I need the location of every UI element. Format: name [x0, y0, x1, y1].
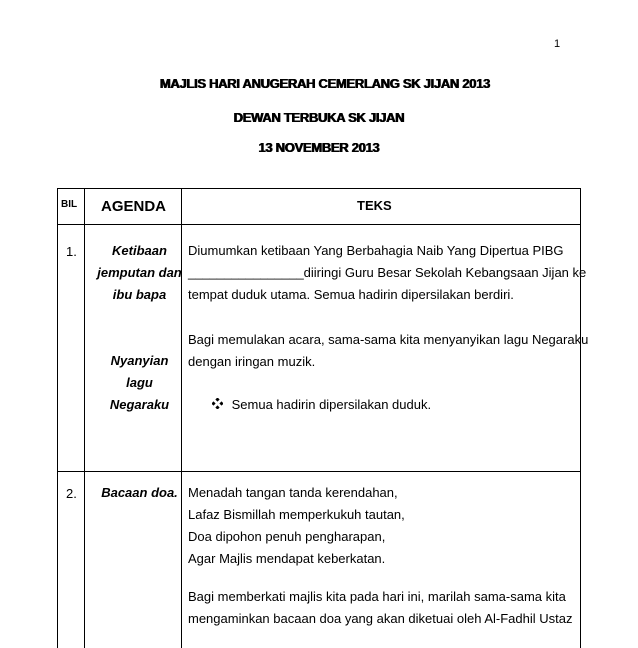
- text-line: Bagi memberkati majlis kita pada hari ini, marilah sama-sama kita: [188, 589, 566, 604]
- agenda-line: lagu: [126, 375, 153, 390]
- diamond-bullet-icon: [212, 397, 228, 412]
- text-line: Diumumkan ketibaan Yang Berbahagia Naib Yang Dipertua PIBG: [188, 243, 564, 258]
- document-title: MAJLIS HARI ANUGERAH CEMERLANG SK JIJAN 2013: [159, 76, 491, 91]
- bullet-text: Semua hadirin dipersilakan duduk.: [231, 397, 432, 412]
- venue-title: DEWAN TERBUKA SK JIJAN: [233, 110, 405, 125]
- row-1-text-announcement: [188, 240, 586, 306]
- row-2-text-poem: [188, 482, 405, 570]
- date-title: 13 NOVEMBER 2013: [258, 140, 380, 155]
- text-line: Agar Majlis mendapat keberkatan.: [188, 551, 386, 566]
- header-teks: TEKS: [357, 198, 392, 213]
- header-bil: BIL: [61, 199, 78, 210]
- page-number: 1: [554, 38, 561, 50]
- text-line: ________________diiringi Guru Besar Sekolah Kebangsaan Jijan ke: [188, 265, 587, 280]
- text-line: mengaminkan bacaan doa yang akan diketuai oleh Al-Fadhil Ustaz: [188, 611, 573, 626]
- text-line: Doa dipohon penuh pengharapan,: [188, 529, 386, 544]
- text-line: Bagi memulakan acara, sama-sama kita menyanyikan lagu Negaraku: [188, 332, 589, 347]
- agenda-line: Nyanyian: [110, 353, 169, 368]
- agenda-line: Negaraku: [109, 397, 170, 412]
- row-2-agenda: Bacaan doa.: [101, 485, 178, 500]
- agenda-line: Ketibaan: [112, 243, 167, 258]
- header-agenda: AGENDA: [101, 198, 167, 215]
- agenda-line: ibu bapa: [112, 287, 167, 302]
- text-line: dengan iringan muzik.: [188, 354, 316, 369]
- row-2-text-prayer: [188, 586, 572, 630]
- row-1-agenda-arrival: [77, 240, 202, 306]
- row-2-bil: 2.: [66, 486, 77, 501]
- row-1-bil: 1.: [66, 244, 77, 259]
- text-line: Lafaz Bismillah memperkukuh tautan,: [188, 507, 405, 522]
- text-line: Menadah tangan tanda kerendahan,: [188, 485, 398, 500]
- row-1-agenda-anthem: [77, 350, 202, 416]
- agenda-table: [57, 188, 589, 648]
- row-1-text-anthem: [188, 329, 588, 373]
- text-line: tempat duduk utama. Semua hadirin dipersilakan berdiri.: [188, 287, 514, 302]
- agenda-line: jemputan dan: [97, 265, 182, 280]
- row-1-bullet: [212, 397, 431, 412]
